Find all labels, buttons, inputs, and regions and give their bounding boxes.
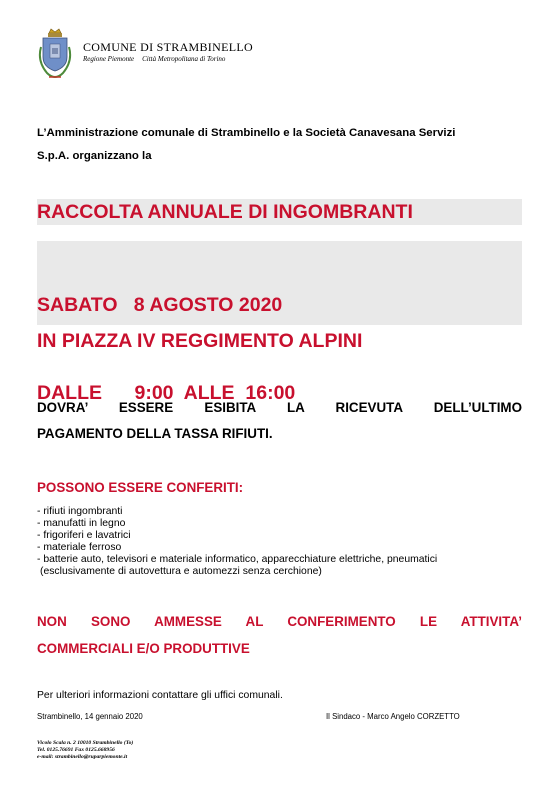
intro-line-2: S.p.A. organizzano la (37, 150, 152, 162)
intro-paragraph (37, 122, 522, 168)
not-allowed-line-2: COMMERCIALI E/O PRODUTTIVE (37, 641, 250, 656)
municipality-subtitle (83, 55, 233, 63)
event-location: IN PIAZZA IV REGGIMENTO ALPINI (37, 330, 363, 352)
not-allowed-notice (37, 608, 522, 662)
mayor-signature: Il Sindaco - Marco Angelo CORZETTO (326, 712, 460, 721)
footer-address: Vicolo Scala n. 2 10010 Strambinello (To) (37, 740, 134, 746)
contact-footer (37, 740, 133, 762)
list-item: - rifiuti ingombranti (37, 506, 123, 517)
date-line: Strambinello, 14 gennaio 2020 (37, 712, 143, 721)
list-item: - materiale ferroso (37, 542, 122, 554)
not-allowed-line-1: NON SONO AMMESSE AL CONFERIMENTO LE ATTIVITA’ (37, 614, 522, 629)
event-date: SABATO 8 AGOSTO 2020 (37, 294, 283, 316)
metro-city-label: Città Metropolitana di Torino (142, 55, 226, 63)
municipality-name: COMUNE DI STRAMBINELLO (83, 40, 253, 54)
footer-email: e-mail: strambinello@ruparpiemonte.it (37, 754, 128, 761)
list-item: - manufatti in legno (37, 518, 126, 530)
allowed-items-heading: POSSONO ESSERE CONFERITI: (37, 480, 244, 495)
footer-phone: Tel. 0125.76691 Fax 0125.668956 (37, 747, 115, 754)
allowed-items-list (37, 506, 527, 579)
list-item-note: (esclusivamente di autovettura e automezzi senza cerchione) (40, 566, 322, 578)
list-item: - frigoriferi e lavatrici (37, 530, 131, 542)
receipt-notice (37, 395, 522, 447)
list-item: - batterie auto, televisori e materiale informatico, apparecchiature elettriche, pneumatici (37, 554, 438, 566)
receipt-notice-line-2: PAGAMENTO DELLA TASSA RIFIUTI. (37, 426, 273, 441)
event-time: DALLE 9:00 ALLE 16:00 (37, 382, 296, 404)
receipt-notice-line-1: DOVRA’ ESSERE ESIBITA LA RICEVUTA DELL’ULTIMO (37, 400, 522, 415)
municipal-crest-logo (37, 27, 73, 81)
intro-line-1: L’Amministrazione comunale di Strambinello e la Società Canavesana Servizi (37, 127, 456, 139)
region-label: Regione Piemonte (83, 55, 135, 63)
info-line: Per ulteriori informazioni contattare gli uffici comunali. (37, 690, 283, 701)
event-title: RACCOLTA ANNUALE DI INGOMBRANTI (37, 199, 522, 225)
